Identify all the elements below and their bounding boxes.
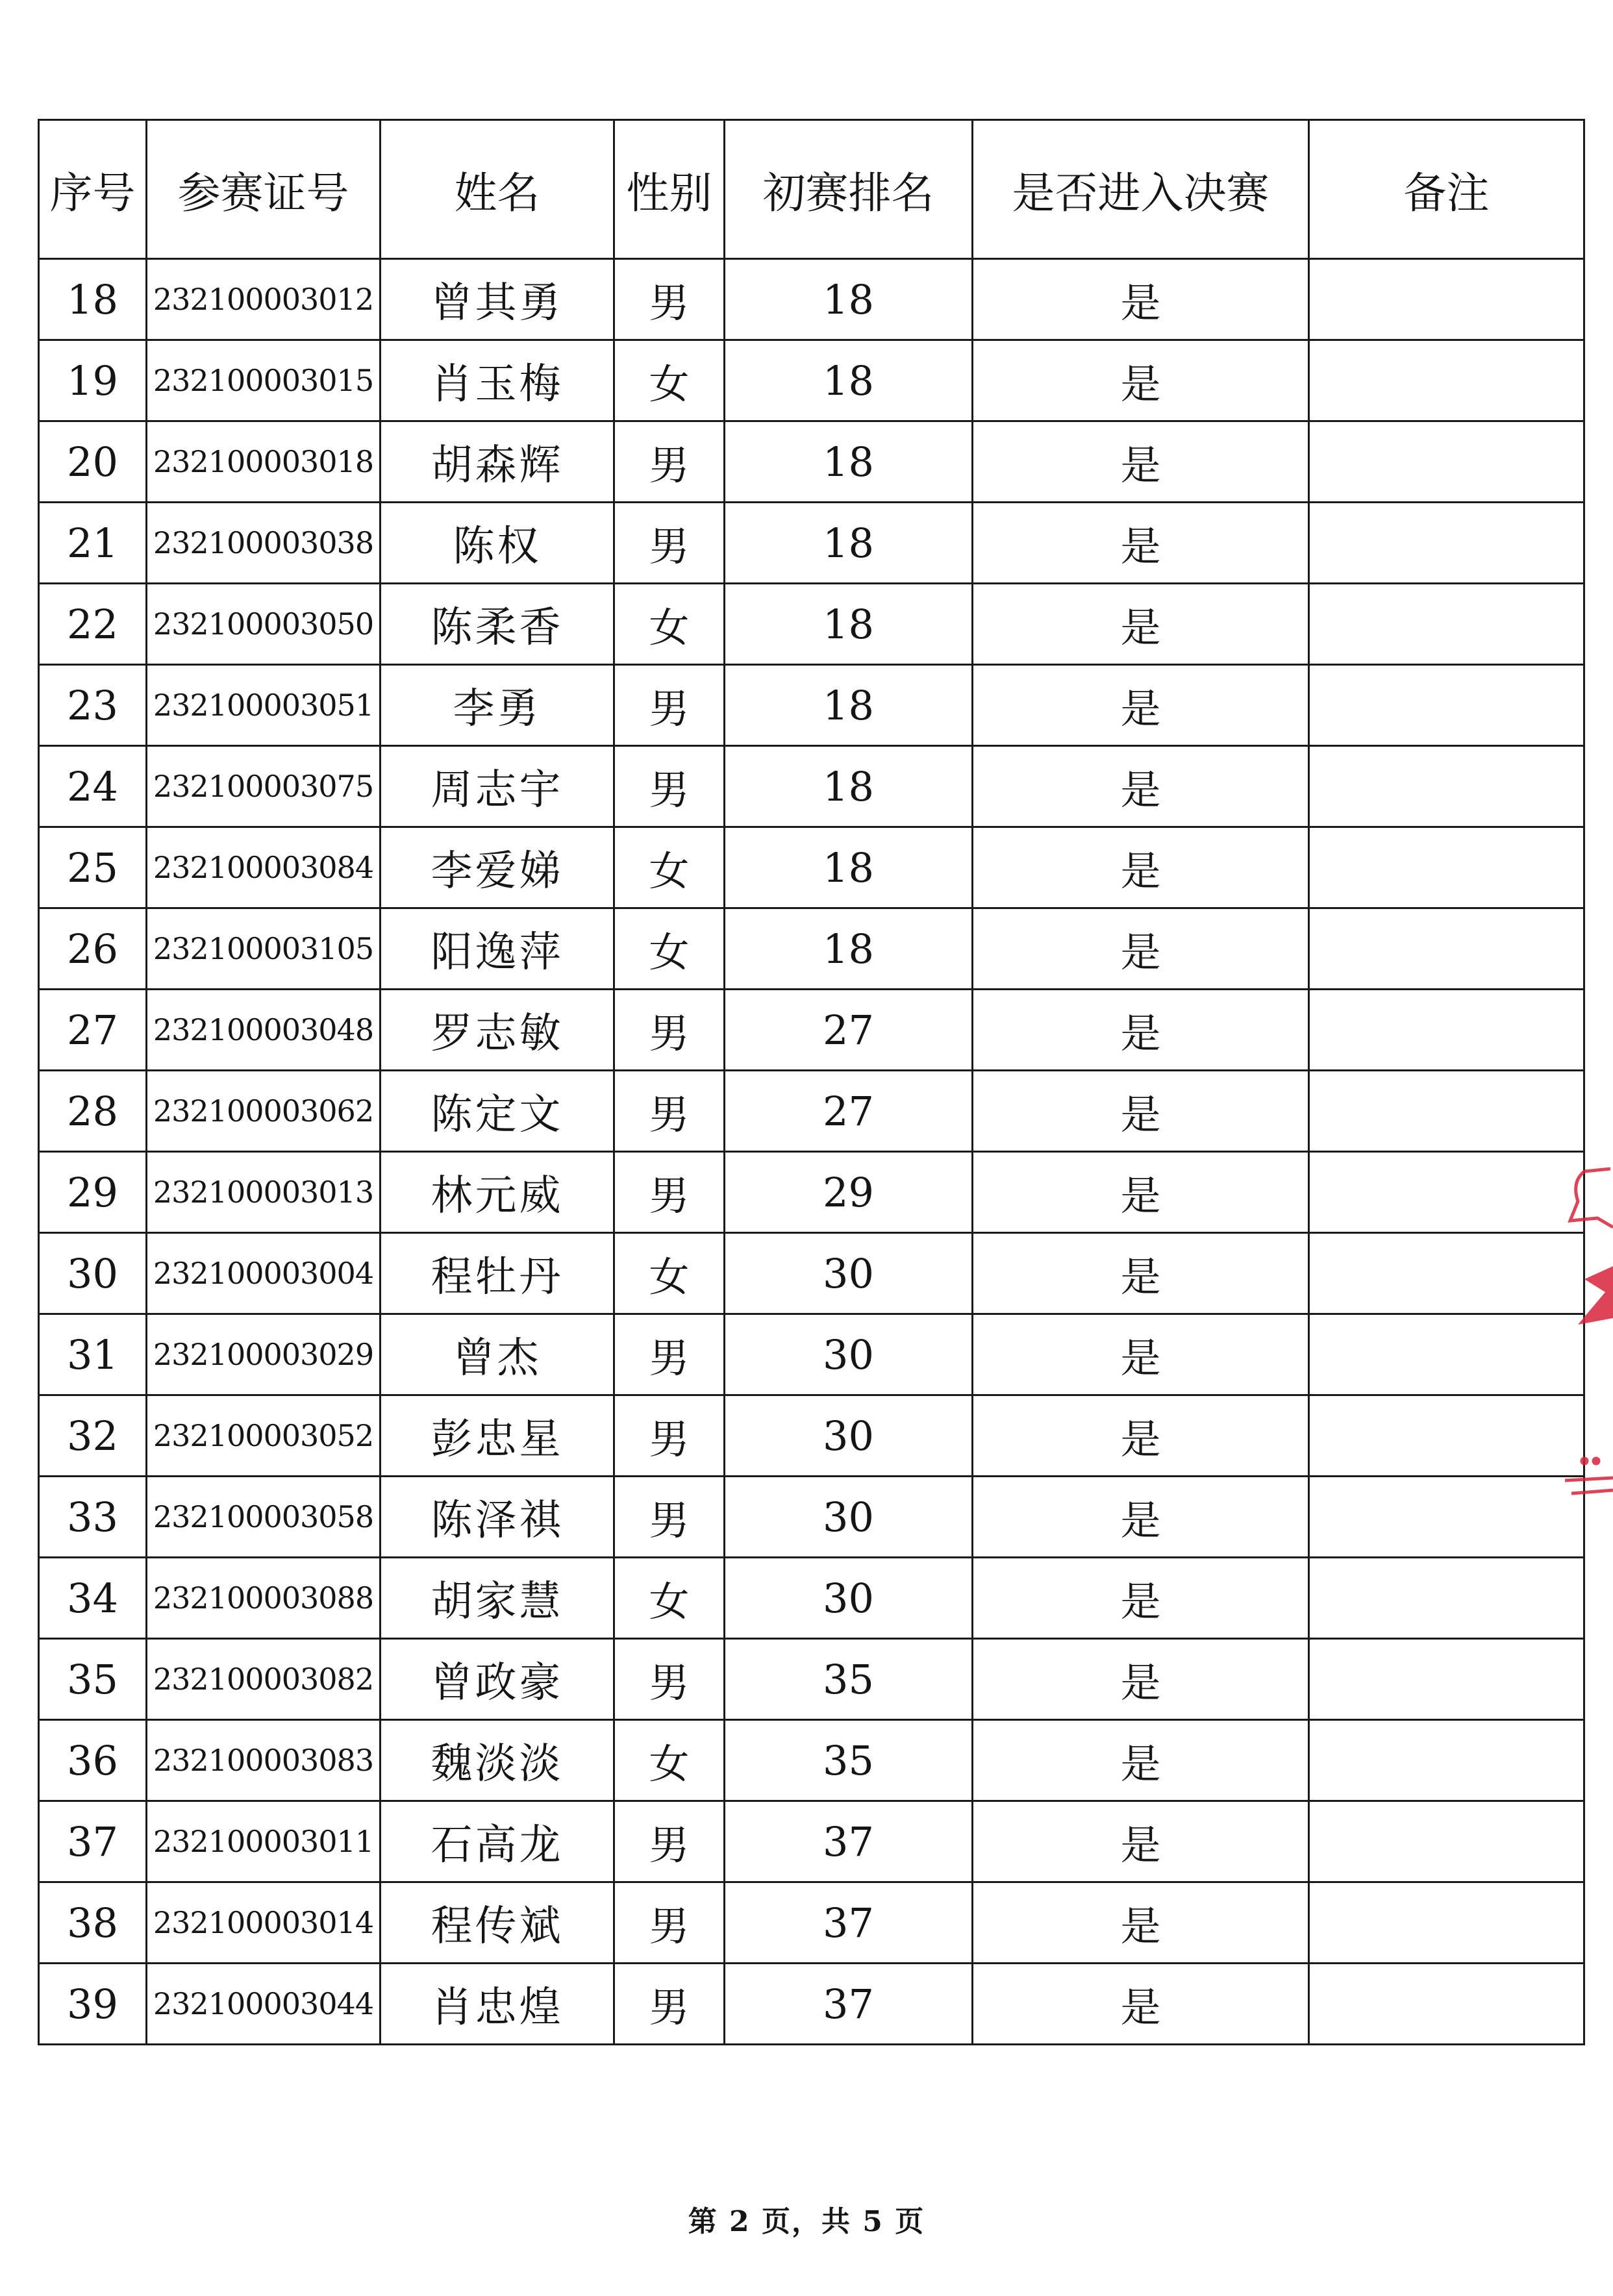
- cell-cert-no: 232100003105: [147, 908, 381, 990]
- header-name: 姓名: [381, 120, 614, 259]
- cell-name: 李爱娣: [381, 827, 614, 908]
- cell-cert-no: 232100003013: [147, 1152, 381, 1233]
- cell-seq: 27: [39, 990, 147, 1071]
- cell-prelim-rank: 30: [725, 1477, 973, 1558]
- table-row: [39, 1801, 1584, 1882]
- cell-remarks: [1309, 1964, 1584, 2045]
- cell-final-qualified: 是: [973, 1071, 1309, 1152]
- cell-final-qualified: 是: [973, 421, 1309, 503]
- table-row: [39, 1477, 1584, 1558]
- cell-name: 胡家慧: [381, 1558, 614, 1639]
- header-gender: 性别: [614, 120, 725, 259]
- table-row: [39, 1882, 1584, 1964]
- cell-remarks: [1309, 1639, 1584, 1720]
- cell-final-qualified: 是: [973, 1639, 1309, 1720]
- cell-seq: 28: [39, 1071, 147, 1152]
- header-prelim-rank: 初赛排名: [725, 120, 973, 259]
- cell-name: 阳逸萍: [381, 908, 614, 990]
- cell-gender: 女: [614, 1720, 725, 1801]
- cell-cert-no: 232100003084: [147, 827, 381, 908]
- cell-name: 周志宇: [381, 746, 614, 827]
- cell-final-qualified: 是: [973, 1964, 1309, 2045]
- table-row: [39, 665, 1584, 746]
- cell-gender: 男: [614, 1639, 725, 1720]
- cell-cert-no: 232100003029: [147, 1314, 381, 1395]
- cell-final-qualified: 是: [973, 584, 1309, 665]
- cell-gender: 男: [614, 1152, 725, 1233]
- cell-final-qualified: 是: [973, 665, 1309, 746]
- header-final-qualified: 是否进入决赛: [973, 120, 1309, 259]
- cell-remarks: [1309, 1477, 1584, 1558]
- cell-prelim-rank: 35: [725, 1639, 973, 1720]
- cell-seq: 18: [39, 259, 147, 340]
- cell-gender: 女: [614, 827, 725, 908]
- cell-name: 肖忠煌: [381, 1964, 614, 2045]
- cell-final-qualified: 是: [973, 1720, 1309, 1801]
- cell-seq: 37: [39, 1801, 147, 1882]
- cell-seq: 23: [39, 665, 147, 746]
- cell-final-qualified: 是: [973, 503, 1309, 584]
- cell-prelim-rank: 29: [725, 1152, 973, 1233]
- cell-remarks: [1309, 1801, 1584, 1882]
- cell-cert-no: 232100003044: [147, 1964, 381, 2045]
- cell-cert-no: 232100003062: [147, 1071, 381, 1152]
- cell-seq: 24: [39, 746, 147, 827]
- table-row: [39, 340, 1584, 421]
- table-body: [39, 259, 1584, 2045]
- cell-cert-no: 232100003050: [147, 584, 381, 665]
- cell-final-qualified: 是: [973, 1314, 1309, 1395]
- cell-cert-no: 232100003015: [147, 340, 381, 421]
- cell-prelim-rank: 30: [725, 1558, 973, 1639]
- cell-name: 程牡丹: [381, 1233, 614, 1314]
- cell-prelim-rank: 30: [725, 1395, 973, 1477]
- cell-name: 魏淡淡: [381, 1720, 614, 1801]
- table-row: [39, 827, 1584, 908]
- cell-prelim-rank: 18: [725, 340, 973, 421]
- table-row: [39, 1233, 1584, 1314]
- cell-seq: 38: [39, 1882, 147, 1964]
- cell-cert-no: 232100003075: [147, 746, 381, 827]
- cell-seq: 19: [39, 340, 147, 421]
- cell-seq: 32: [39, 1395, 147, 1477]
- cell-seq: 33: [39, 1477, 147, 1558]
- cell-cert-no: 232100003018: [147, 421, 381, 503]
- cell-remarks: [1309, 908, 1584, 990]
- cell-gender: 女: [614, 340, 725, 421]
- cell-cert-no: 232100003082: [147, 1639, 381, 1720]
- cell-prelim-rank: 18: [725, 259, 973, 340]
- cell-remarks: [1309, 1314, 1584, 1395]
- cell-name: 陈权: [381, 503, 614, 584]
- cell-name: 陈泽祺: [381, 1477, 614, 1558]
- cell-name: 胡森辉: [381, 421, 614, 503]
- cell-final-qualified: 是: [973, 827, 1309, 908]
- cell-remarks: [1309, 665, 1584, 746]
- cell-cert-no: 232100003083: [147, 1720, 381, 1801]
- cell-final-qualified: 是: [973, 990, 1309, 1071]
- cell-final-qualified: 是: [973, 1801, 1309, 1882]
- cell-name: 曾其勇: [381, 259, 614, 340]
- cell-name: 李勇: [381, 665, 614, 746]
- cell-remarks: [1309, 1558, 1584, 1639]
- cell-remarks: [1309, 503, 1584, 584]
- header-remarks: 备注: [1309, 120, 1584, 259]
- cell-name: 彭忠星: [381, 1395, 614, 1477]
- cell-seq: 30: [39, 1233, 147, 1314]
- page-footer: 第 2 页，共 5 页: [688, 2205, 925, 2238]
- cell-prelim-rank: 18: [725, 746, 973, 827]
- cell-remarks: [1309, 827, 1584, 908]
- cell-remarks: [1309, 746, 1584, 827]
- cell-seq: 22: [39, 584, 147, 665]
- cell-gender: 男: [614, 259, 725, 340]
- cell-remarks: [1309, 1720, 1584, 1801]
- cell-cert-no: 232100003048: [147, 990, 381, 1071]
- cell-name: 石高龙: [381, 1801, 614, 1882]
- cell-gender: 女: [614, 584, 725, 665]
- table-row: [39, 908, 1584, 990]
- cell-remarks: [1309, 340, 1584, 421]
- cell-seq: 36: [39, 1720, 147, 1801]
- table-row: [39, 1964, 1584, 2045]
- cell-gender: 男: [614, 1477, 725, 1558]
- cell-prelim-rank: 27: [725, 1071, 973, 1152]
- cell-cert-no: 232100003038: [147, 503, 381, 584]
- cell-remarks: [1309, 259, 1584, 340]
- table-row: [39, 259, 1584, 340]
- cell-name: 曾杰: [381, 1314, 614, 1395]
- cell-final-qualified: 是: [973, 259, 1309, 340]
- cell-prelim-rank: 18: [725, 827, 973, 908]
- cell-gender: 女: [614, 1233, 725, 1314]
- cell-name: 罗志敏: [381, 990, 614, 1071]
- cell-final-qualified: 是: [973, 340, 1309, 421]
- cell-cert-no: 232100003058: [147, 1477, 381, 1558]
- cell-gender: 男: [614, 503, 725, 584]
- cell-name: 陈柔香: [381, 584, 614, 665]
- cell-seq: 39: [39, 1964, 147, 2045]
- cell-prelim-rank: 18: [725, 665, 973, 746]
- cell-cert-no: 232100003012: [147, 259, 381, 340]
- table-row: [39, 1152, 1584, 1233]
- table-row: [39, 990, 1584, 1071]
- cell-remarks: [1309, 421, 1584, 503]
- cell-prelim-rank: 37: [725, 1801, 973, 1882]
- cell-cert-no: 232100003052: [147, 1395, 381, 1477]
- cell-gender: 男: [614, 1964, 725, 2045]
- cell-gender: 男: [614, 746, 725, 827]
- cell-gender: 男: [614, 1314, 725, 1395]
- table-row: [39, 584, 1584, 665]
- cell-final-qualified: 是: [973, 908, 1309, 990]
- cell-prelim-rank: 18: [725, 584, 973, 665]
- cell-gender: 男: [614, 421, 725, 503]
- cell-prelim-rank: 37: [725, 1964, 973, 2045]
- cell-gender: 女: [614, 1558, 725, 1639]
- cell-cert-no: 232100003011: [147, 1801, 381, 1882]
- cell-gender: 男: [614, 1071, 725, 1152]
- cell-gender: 男: [614, 1395, 725, 1477]
- cell-name: 曾政豪: [381, 1639, 614, 1720]
- cell-gender: 男: [614, 1801, 725, 1882]
- finalist-table: [38, 119, 1585, 2045]
- cell-seq: 21: [39, 503, 147, 584]
- cell-final-qualified: 是: [973, 1882, 1309, 1964]
- table-row: [39, 746, 1584, 827]
- header-seq: 序号: [39, 120, 147, 259]
- table-row: [39, 1720, 1584, 1801]
- cell-name: 林元威: [381, 1152, 614, 1233]
- cell-prelim-rank: 37: [725, 1882, 973, 1964]
- cell-seq: 20: [39, 421, 147, 503]
- cell-prelim-rank: 18: [725, 421, 973, 503]
- header-cert-no: 参赛证号: [147, 120, 381, 259]
- cell-remarks: [1309, 1882, 1584, 1964]
- cell-name: 陈定文: [381, 1071, 614, 1152]
- header-row: [39, 120, 1584, 259]
- cell-name: 肖玉梅: [381, 340, 614, 421]
- cell-seq: 29: [39, 1152, 147, 1233]
- cell-prelim-rank: 18: [725, 503, 973, 584]
- cell-seq: 26: [39, 908, 147, 990]
- cell-prelim-rank: 30: [725, 1314, 973, 1395]
- cell-final-qualified: 是: [973, 1152, 1309, 1233]
- cell-gender: 女: [614, 908, 725, 990]
- table-row: [39, 1639, 1584, 1720]
- cell-final-qualified: 是: [973, 1395, 1309, 1477]
- cell-remarks: [1309, 1152, 1584, 1233]
- cell-remarks: [1309, 1233, 1584, 1314]
- cell-cert-no: 232100003014: [147, 1882, 381, 1964]
- cell-cert-no: 232100003051: [147, 665, 381, 746]
- cell-seq: 25: [39, 827, 147, 908]
- cell-gender: 男: [614, 1882, 725, 1964]
- cell-cert-no: 232100003088: [147, 1558, 381, 1639]
- table-row: [39, 1071, 1584, 1152]
- cell-prelim-rank: 27: [725, 990, 973, 1071]
- cell-prelim-rank: 30: [725, 1233, 973, 1314]
- cell-prelim-rank: 18: [725, 908, 973, 990]
- cell-gender: 男: [614, 665, 725, 746]
- cell-seq: 34: [39, 1558, 147, 1639]
- cell-final-qualified: 是: [973, 746, 1309, 827]
- table-row: [39, 1314, 1584, 1395]
- cell-final-qualified: 是: [973, 1233, 1309, 1314]
- table-row: [39, 421, 1584, 503]
- cell-seq: 31: [39, 1314, 147, 1395]
- cell-remarks: [1309, 1071, 1584, 1152]
- cell-prelim-rank: 35: [725, 1720, 973, 1801]
- cell-final-qualified: 是: [973, 1558, 1309, 1639]
- table-row: [39, 1558, 1584, 1639]
- cell-name: 程传斌: [381, 1882, 614, 1964]
- cell-final-qualified: 是: [973, 1477, 1309, 1558]
- table-header: [39, 120, 1584, 259]
- cell-remarks: [1309, 584, 1584, 665]
- cell-gender: 男: [614, 990, 725, 1071]
- table-row: [39, 1395, 1584, 1477]
- cell-remarks: [1309, 1395, 1584, 1477]
- table-row: [39, 503, 1584, 584]
- cell-remarks: [1309, 990, 1584, 1071]
- cell-seq: 35: [39, 1639, 147, 1720]
- cell-cert-no: 232100003004: [147, 1233, 381, 1314]
